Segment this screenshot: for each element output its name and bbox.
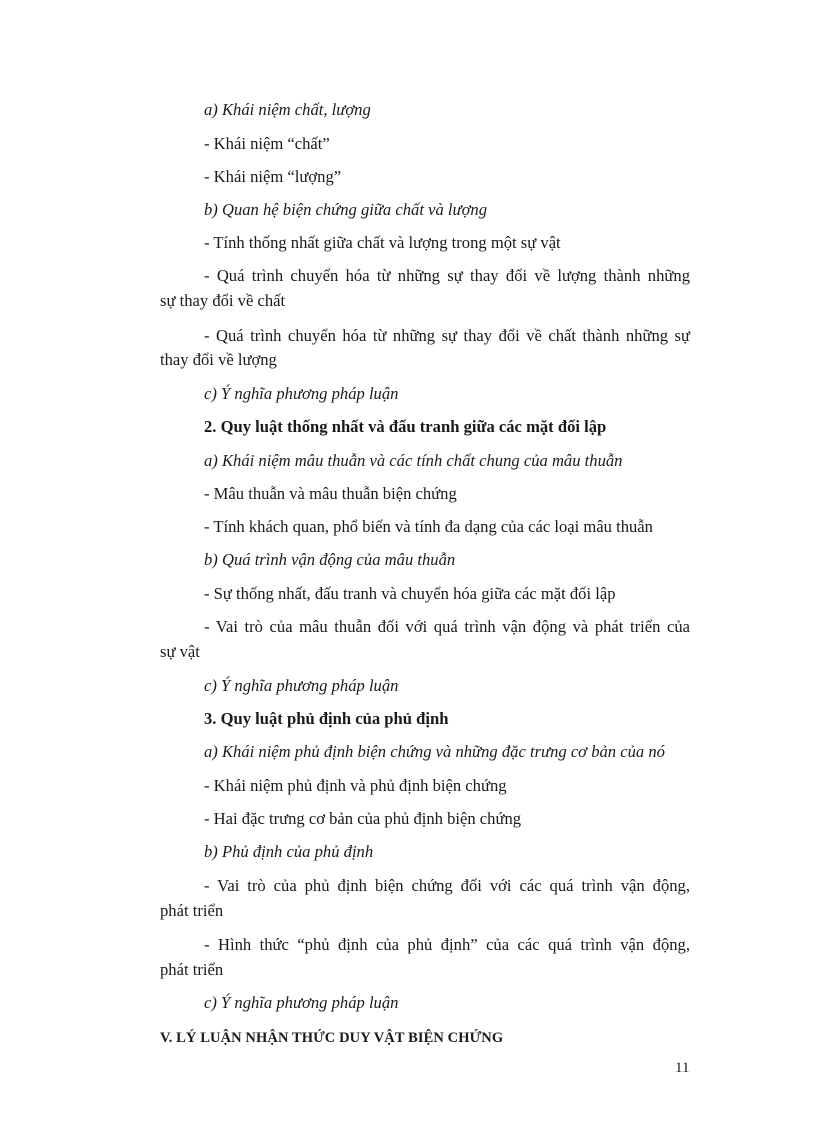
subheading-concept-quality-quantity: a) Khái niệm chất, lượng: [204, 100, 371, 119]
heading-law-of-contradiction: 2. Quy luật thống nhất và đấu tranh giữa các mặt đối lập: [204, 417, 607, 436]
item-contradiction-properties: - Tính khách quan, phổ biến và tính đa dạng của các loại mâu thuẫn: [204, 517, 653, 536]
section-heading-epistemology: V. LÝ LUẬN NHẬN THỨC DUY VẬT BIỆN CHỨNG: [160, 1030, 504, 1046]
item-quality-to-quantity-line2: thay đổi về lượng: [160, 350, 277, 369]
page-number: 11: [675, 1060, 690, 1076]
item-quality-to-quantity-line1: - Quá trình chuyển hóa từ những sự thay đổi về chất thành những sự: [204, 326, 690, 345]
item-role-contradiction-line2: sự vật: [160, 642, 200, 661]
subheading-negation-of-negation: b) Phủ định của phủ định: [204, 842, 374, 861]
item-concept-quality: - Khái niệm “chất”: [204, 134, 330, 153]
item-form-negation-line2: phát triển: [160, 960, 224, 979]
item-unity-quality-quantity: - Tính thống nhất giữa chất và lượng trong một sự vật: [204, 233, 561, 252]
item-quantity-to-quality-line1: - Quá trình chuyển hóa từ những sự thay đổi về lượng thành những: [204, 266, 690, 285]
item-concept-quantity: - Khái niệm “lượng”: [204, 167, 342, 186]
item-role-negation-line1: - Vai trò của phủ định biện chứng đối với các quá trình vận động,: [204, 876, 690, 895]
item-unity-struggle-transformation: - Sự thống nhất, đấu tranh và chuyển hóa giữa các mặt đối lập: [204, 584, 616, 603]
item-form-negation-line1: - Hình thức “phủ định của phủ định” của các quá trình vận động,: [204, 935, 690, 954]
item-role-negation-line2: phát triển: [160, 901, 224, 920]
heading-law-of-negation: 3. Quy luật phủ định của phủ định: [204, 709, 449, 728]
subheading-contradiction-concept: a) Khái niệm mâu thuẫn và các tính chất chung của mâu thuẫn: [204, 451, 623, 470]
item-role-contradiction-line1: - Vai trò của mâu thuẫn đối với quá trình vận động và phát triển của: [204, 617, 690, 636]
subheading-methodology-3: c) Ý nghĩa phương pháp luận: [204, 993, 399, 1012]
subheading-negation-concept: a) Khái niệm phủ định biện chứng và những đặc trưng cơ bản của nó: [204, 742, 665, 761]
item-negation-features: - Hai đặc trưng cơ bản của phủ định biện chứng: [204, 809, 522, 828]
subheading-methodology-1: c) Ý nghĩa phương pháp luận: [204, 384, 399, 403]
subheading-contradiction-process: b) Quá trình vận động của mâu thuẫn: [204, 550, 456, 569]
item-negation-concept: - Khái niệm phủ định và phủ định biện chứng: [204, 776, 507, 795]
item-contradiction-dialectical: - Mâu thuẫn và mâu thuẫn biện chứng: [204, 484, 457, 503]
subheading-methodology-2: c) Ý nghĩa phương pháp luận: [204, 676, 399, 695]
subheading-dialectical-relation: b) Quan hệ biện chứng giữa chất và lượng: [204, 200, 488, 219]
item-quantity-to-quality-line2: sự thay đổi về chất: [160, 291, 286, 310]
